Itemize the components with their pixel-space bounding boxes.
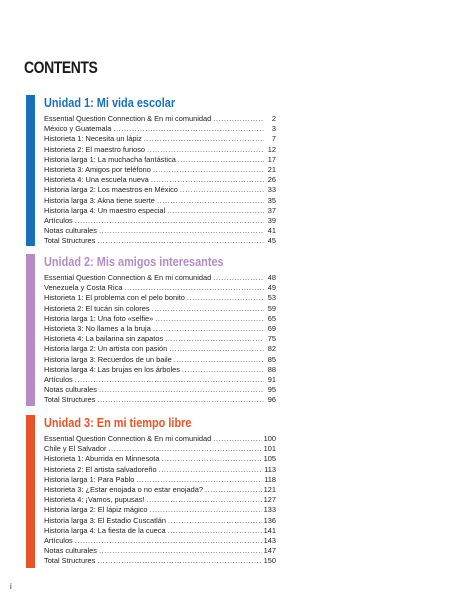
toc-entry[interactable] — [44, 546, 276, 556]
toc-entry[interactable] — [44, 395, 276, 405]
toc-entry-label: Historieta 1: Necesita un lápiz — [44, 134, 142, 144]
toc-entry-page: 69 — [267, 323, 276, 333]
toc-entry[interactable] — [44, 556, 276, 566]
toc-entry[interactable] — [44, 236, 276, 246]
toc-entry-label: Historia larga 4: La fiesta de la cueca — [44, 525, 166, 535]
toc-leader-dots — [97, 236, 264, 246]
toc-entry-label: Essential Question Connection & En mi comunidad — [44, 273, 212, 282]
toc-entry[interactable] — [44, 293, 276, 303]
toc-entry-page: 91 — [267, 374, 276, 384]
toc-entry-page: 96 — [267, 395, 276, 405]
toc-entry-label: Historia larga 1: Para Pablo — [44, 474, 135, 484]
toc-leader-dots — [174, 355, 264, 365]
toc-entry-page: 101 — [263, 444, 276, 454]
unit-1-color-bar — [26, 95, 35, 246]
toc-leader-dots — [153, 324, 264, 334]
toc-entry-label: Historia larga 3: Akna tiene suerte — [44, 195, 155, 205]
toc-entry-page: 26 — [267, 175, 276, 185]
toc-entry-label: Essential Question Connection & En mi comunidad — [44, 114, 212, 123]
toc-entry[interactable] — [44, 365, 276, 375]
toc-leader-dots — [167, 206, 264, 216]
toc-entry-page: 41 — [267, 226, 276, 236]
toc-leader-dots — [113, 124, 264, 134]
toc-entry[interactable] — [44, 526, 276, 536]
toc-entry[interactable] — [44, 465, 276, 475]
toc-entry[interactable] — [44, 344, 276, 354]
toc-entry-label: Artículos — [44, 535, 73, 545]
toc-entry-page: 39 — [267, 215, 276, 225]
toc-leader-dots — [147, 495, 262, 505]
toc-entry-label: Historia larga 1: Una foto «selfie» — [44, 313, 154, 323]
toc-entry-label: Historieta 3: Amigos por teléfono — [44, 164, 151, 174]
toc-entry[interactable] — [44, 165, 276, 175]
toc-leader-dots — [97, 556, 261, 566]
toc-entry-page: 53 — [267, 293, 276, 303]
toc-entry-page: 49 — [267, 283, 276, 293]
toc-leader-dots — [178, 155, 264, 165]
toc-leader-dots — [187, 293, 264, 303]
toc-entry-label: Chile y El Salvador — [44, 444, 107, 454]
unit-3-title: Unidad 3: En mi tiempo libre — [44, 415, 192, 430]
toc-entry-page: 143 — [263, 535, 276, 545]
toc-entry[interactable] — [44, 114, 276, 124]
toc-entry[interactable] — [44, 226, 276, 236]
toc-entry-label: Historia larga 4: Las brujas en los árboles — [44, 364, 180, 374]
toc-leader-dots — [99, 546, 262, 556]
unit-3-color-bar — [26, 415, 35, 568]
toc-entry-page: 3 — [271, 124, 276, 134]
toc-leader-dots — [97, 395, 264, 405]
unit-2-section — [26, 254, 276, 406]
toc-entry-page: 127 — [263, 495, 276, 505]
toc-entry-label: Venezuela y Costa Rica — [44, 283, 123, 293]
toc-leader-dots — [75, 536, 262, 546]
toc-entry-label: Total Structures — [44, 395, 96, 405]
toc-leader-dots — [124, 283, 264, 293]
toc-leader-dots — [147, 145, 264, 155]
toc-entry[interactable] — [44, 375, 276, 385]
toc-entry-label: Historieta 3: ¿Estar enojada o no estar enojada? — [44, 484, 203, 494]
toc-entry-page: 17 — [267, 154, 276, 164]
toc-entry[interactable] — [44, 216, 276, 226]
toc-entry-page: 2 — [271, 114, 276, 123]
toc-entry-label: Historia larga 4: Un maestro especial — [44, 205, 166, 215]
toc-leader-dots — [108, 444, 261, 454]
toc-entry-page: 133 — [263, 505, 276, 515]
toc-entry[interactable] — [44, 155, 276, 165]
toc-leader-dots — [213, 114, 264, 124]
page-number: i — [10, 582, 12, 591]
toc-entry[interactable] — [44, 185, 276, 195]
toc-entry[interactable] — [44, 475, 276, 485]
toc-entry-page: 21 — [267, 164, 276, 174]
toc-entry-label: Essential Question Connection & En mi comunidad — [44, 434, 212, 443]
toc-leader-dots — [161, 454, 261, 464]
toc-entry[interactable] — [44, 314, 276, 324]
toc-entry[interactable] — [44, 495, 276, 505]
toc-entry-label: Historieta 3: No llames a la bruja — [44, 323, 151, 333]
toc-entry-page: 48 — [267, 273, 276, 282]
toc-leader-dots — [213, 273, 264, 283]
toc-leader-dots — [99, 226, 264, 236]
toc-leader-dots — [150, 505, 262, 515]
toc-entry-page: 65 — [267, 313, 276, 323]
toc-leader-dots — [168, 516, 262, 526]
toc-entry-label: Historieta 2: El maestro furioso — [44, 144, 146, 154]
toc-entry-page: 141 — [263, 525, 276, 535]
toc-entry-label: Historieta 2: El tucán sin colores — [44, 303, 150, 313]
toc-entry[interactable] — [44, 536, 276, 546]
toc-leader-dots — [169, 344, 264, 354]
toc-entry-page: 100 — [263, 434, 276, 443]
toc-entry-label: Artículos — [44, 374, 73, 384]
toc-entry-label: Historieta 1: El problema con el pelo bonito — [44, 293, 185, 303]
toc-entry-label: Historia larga 2: El lápiz mágico — [44, 505, 148, 515]
toc-leader-dots — [213, 434, 261, 444]
toc-entry-page: 147 — [263, 546, 276, 556]
toc-entry[interactable] — [44, 434, 276, 444]
unit-2-color-bar — [26, 254, 35, 406]
toc-leader-dots — [155, 314, 264, 324]
toc-entry-page: 45 — [267, 236, 276, 246]
toc-leader-dots — [151, 175, 264, 185]
toc-entry-page: 59 — [267, 303, 276, 313]
toc-entry[interactable] — [44, 485, 276, 495]
toc-entry[interactable] — [44, 516, 276, 526]
toc-entry-label: Total Structures — [44, 236, 96, 246]
toc-entry[interactable] — [44, 334, 276, 344]
unit-3-section — [26, 415, 276, 568]
toc-entry-label: Historieta 4: La bailarina sin zapatos — [44, 334, 164, 344]
toc-entry[interactable] — [44, 273, 276, 283]
unit-2-title: Unidad 2: Mis amigos interesantes — [44, 254, 224, 269]
toc-entry-label: Historia larga 1: La muchacha fantástica — [44, 154, 176, 164]
toc-entry[interactable] — [44, 283, 276, 293]
toc-entry[interactable] — [44, 324, 276, 334]
unit-2-entries — [44, 273, 276, 405]
toc-entry[interactable] — [44, 355, 276, 365]
toc-entry-label: Historieta 4: Una escuela nueva — [44, 175, 149, 185]
toc-entry-page: 35 — [267, 195, 276, 205]
toc-entry-page: 75 — [267, 334, 276, 344]
toc-entry-page: 33 — [267, 185, 276, 195]
toc-entry-page: 12 — [267, 144, 276, 154]
toc-leader-dots — [205, 485, 262, 495]
unit-3-entries — [44, 434, 276, 566]
toc-entry-label: México y Guatemala — [44, 124, 112, 134]
toc-entry[interactable] — [44, 206, 276, 216]
toc-leader-dots — [157, 196, 264, 206]
toc-leader-dots — [136, 475, 262, 485]
toc-leader-dots — [99, 385, 264, 395]
toc-entry[interactable] — [44, 124, 276, 134]
toc-entry-label: Historia larga 3: Recuerdos de un baile — [44, 354, 172, 364]
toc-leader-dots — [75, 375, 264, 385]
toc-entry[interactable] — [44, 175, 276, 185]
toc-entry-label: Historia larga 3: El Estadio Cuscatlán — [44, 515, 167, 525]
toc-entry-page: 150 — [263, 556, 276, 566]
toc-entry-page: 85 — [267, 354, 276, 364]
page-title: CONTENTS — [24, 58, 98, 77]
toc-entry[interactable] — [44, 454, 276, 464]
toc-entry-page: 82 — [267, 344, 276, 354]
toc-entry-page: 7 — [271, 134, 276, 144]
toc-leader-dots — [168, 526, 262, 536]
toc-entry-label: Historieta 2: El artista salvadoreño — [44, 464, 157, 474]
toc-leader-dots — [180, 185, 264, 195]
toc-leader-dots — [144, 134, 264, 144]
unit-1-title: Unidad 1: Mi vida escolar — [44, 95, 176, 110]
toc-entry-label: Historieta 4: ¡Vamos, pupusas! — [44, 495, 145, 505]
toc-entry[interactable] — [44, 444, 276, 454]
unit-1-entries — [44, 114, 276, 246]
toc-entry-page: 136 — [263, 515, 276, 525]
toc-entry-page: 118 — [264, 474, 276, 484]
toc-entry[interactable] — [44, 385, 276, 395]
toc-leader-dots — [159, 465, 263, 475]
toc-entry[interactable] — [44, 505, 276, 515]
toc-entry-label: Historia larga 2: Un artista con pasión — [44, 344, 168, 354]
toc-entry[interactable] — [44, 134, 276, 144]
toc-entry-label: Historia larga 2: Los maestros en México — [44, 185, 178, 195]
toc-entry-label: Notas culturales — [44, 385, 97, 395]
toc-leader-dots — [75, 216, 264, 226]
toc-entry-page: 113 — [264, 464, 276, 474]
toc-entry-label: Historieta 1: Aburrida en Minnesota — [44, 454, 160, 464]
toc-entry[interactable] — [44, 145, 276, 155]
toc-entry-label: Notas culturales — [44, 226, 97, 236]
toc-entry[interactable] — [44, 304, 276, 314]
toc-leader-dots — [182, 365, 264, 375]
toc-entry-label: Artículos — [44, 215, 73, 225]
toc-entry[interactable] — [44, 196, 276, 206]
unit-1-section — [26, 95, 276, 246]
toc-leader-dots — [153, 165, 264, 175]
toc-entry-label: Total Structures — [44, 556, 96, 566]
toc-entry-page: 88 — [267, 364, 276, 374]
toc-entry-page: 37 — [267, 205, 276, 215]
toc-leader-dots — [152, 304, 264, 314]
toc-entry-page: 105 — [263, 454, 276, 464]
toc-entry-page: 95 — [267, 385, 276, 395]
toc-entry-label: Notas culturales — [44, 546, 97, 556]
toc-leader-dots — [165, 334, 264, 344]
toc-entry-page: 121 — [263, 484, 276, 494]
